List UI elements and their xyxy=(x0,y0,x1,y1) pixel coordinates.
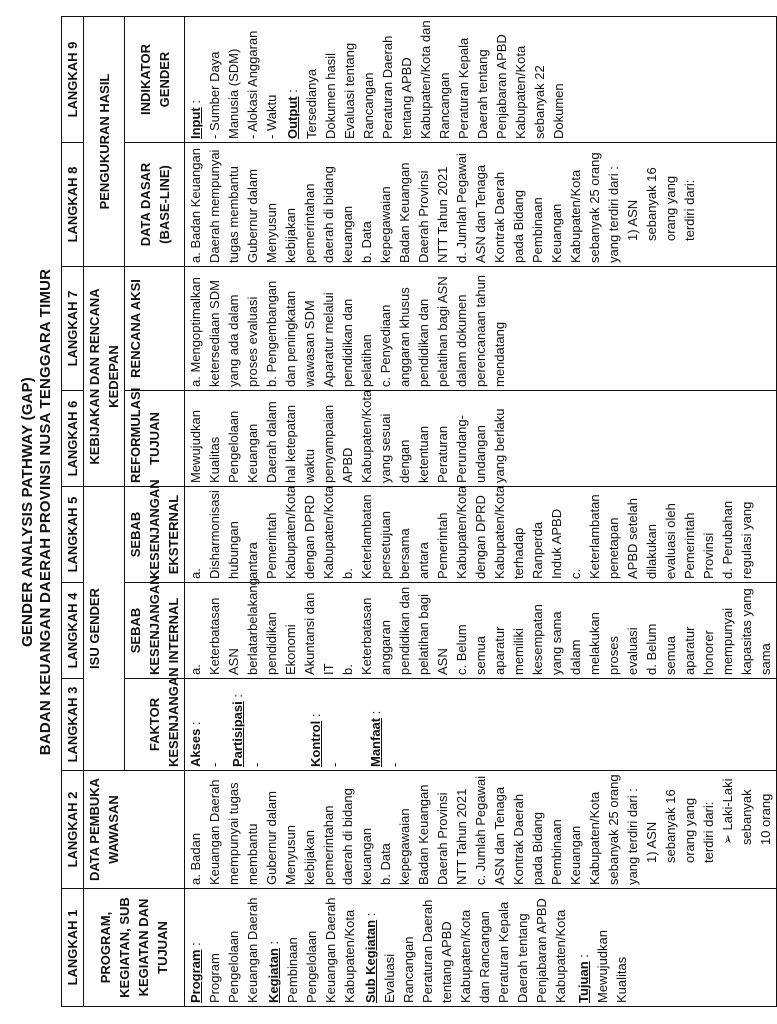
step-6: LANGKAH 6 xyxy=(62,391,84,487)
sub-kegiatan-label: Sub Kegiatan xyxy=(363,919,378,1003)
step-7: LANGKAH 7 xyxy=(62,267,84,391)
data-pembuka-c: c. Jumlah Pegawai ASN dan Tenaga Kontrak Daerah pada Bidang Pembinaan Keuangan Kabupaten/Kota sebanyak 25 orang yang terdiri dari : xyxy=(473,774,640,885)
output-text: Tersedianya Dokumen hasil Evaluasi tentang Rancangan Peraturan Daerah tentang APBD Kabupaten/Kota dan Rancangan Peraturan Kepala Daerah tentang Penjabaran APBD Kabupaten/Kota sebanyak 22 Dokumen xyxy=(304,20,566,139)
header-data-pembuka: DATA PEMBUKA WAWASAN xyxy=(84,771,185,889)
data-pembuka-c1: 1) ASN sebanyak 16 orang yang terdiri dari: xyxy=(644,789,716,863)
steps-row xyxy=(62,17,84,1007)
rotated-document xyxy=(19,12,773,1012)
header-indikator: INDIKATOR GENDER xyxy=(125,17,185,143)
kontrol-label: Kontrol xyxy=(308,720,323,767)
cell-indikator: Input : - Sumber Daya Manusia (SDM) - Alokasi Anggaran - Waktu Output : Tersedianya Dokumen hasil Evaluasi tentang Rancangan Peraturan Daerah tentang APBD Kabupaten/Kota dan Rancangan Peraturan Kepala Daerah tentang Penjabaran APBD Kabupaten/Kota sebanyak 22 Dokumen xyxy=(185,17,777,143)
program-text: Program Pengelolaan Keuangan Daerah xyxy=(207,897,260,1003)
cell-reformulasi xyxy=(185,391,777,487)
cell-rencana-aksi xyxy=(185,267,777,391)
rencana-b: b. Pengembangan dan peningkatan wawasan SDM Aparatur melalui pendidikan dan pelatihan xyxy=(264,280,374,387)
manfaat-value: - xyxy=(387,762,402,767)
internal-d: d. Belum semua aparatur honorer mempunyai kapasitas yang sama xyxy=(644,588,773,675)
rencana-c: c. Penyediaan anggaran khusus pendidikan dan pelatihan bagi ASN dalam dokumen perencanaan tahun mendatang xyxy=(378,274,507,387)
reformulasi-text: Mewujudkan Kualitas Pengelolaan Keuangan Daerah dalam hal ketepatan waktu penyampaian APBD Kabupaten/Kota yang sesuai dengan ketentuan Peraturan Perundang-undangan yang berlaku xyxy=(188,389,507,483)
eksternal-a: a. Disharmonisasi hubungan antara Pemerintah Kabupaten/Kota dengan DPRD Kabupaten/Kota xyxy=(188,485,336,579)
internal-b: b. Keterbatasan anggaran pendidikan dan pelatihan bagi ASN xyxy=(340,586,450,675)
kegiatan-text: Pembinaan Pengelolaan Keuangan Daerah Kabupaten/Kota xyxy=(285,897,357,1003)
step-1: LANGKAH 1 xyxy=(62,889,84,1007)
gap-table xyxy=(61,16,777,1007)
data-pembuka-c1a: ➢ Laki-Laki sebanyak 10 orang xyxy=(720,778,773,845)
cell-data-pembuka xyxy=(185,771,777,889)
header-sebab-internal: SEBAB KESENJANGAN INTERNAL xyxy=(125,583,185,679)
internal-a: a. Keterbatasan ASN berlatarbelakang pendidikan Ekonomi Akuntansi dan IT xyxy=(188,578,336,675)
step-5: LANGKAH 5 xyxy=(62,487,84,583)
eksternal-b: b. Keterlambatan persetujuan bersama antara Pemerintah Kabupaten/Kota dengan DPRD Kabupaten/Kota terhadap Ranperda Induk APBD xyxy=(340,485,564,579)
step-3: LANGKAH 3 xyxy=(62,679,84,771)
header-data-dasar: DATA DASAR (BASE-LINE) xyxy=(125,143,185,267)
internal-c: c. Belum semua aparatur memiliki kesempatan yang sama dalam melakukan proses evaluasi xyxy=(454,604,640,675)
input-label: Input xyxy=(188,107,203,139)
baseline-b: b. Data kepegawaian Badan Keuangan Daerah Provinsi NTT Tahun 2021 xyxy=(359,162,450,263)
content-row xyxy=(185,17,777,1007)
eksternal-d: d. Perubahan regulasi yang xyxy=(720,500,754,579)
header-sebab-eksternal: SEBAB KESENJANGAN EKSTERNAL xyxy=(125,487,185,583)
cell-program: Program : Program Pengelolaan Keuangan Daerah Kegiatan : Pembinaan Pengelolaan Keuangan Daerah Kabupaten/Kota Sub Kegiatan : Evaluasi Rancangan Peraturan Daerah tentang APBD Kabupaten/Kota dan Rancangan Peraturan Kepala Daerah tentang Penjabaran APBD Kabupaten/Kota Tujuan : Mewujudkan Kualitas xyxy=(185,889,777,1007)
kegiatan-label: Kegiatan xyxy=(266,948,281,1003)
rencana-a: a. Mengoptimalkan ketersediaan SDM yang ada dalam proses evaluasi xyxy=(188,277,260,387)
step-9: LANGKAH 9 xyxy=(62,17,84,143)
input-item-3: - Waktu xyxy=(264,94,279,139)
tujuan-text: Mewujudkan Kualitas xyxy=(595,930,629,1003)
input-item-2: - Alokasi Anggaran xyxy=(245,30,260,139)
header-reformulasi: REFORMULASI TUJUAN xyxy=(125,391,185,487)
cell-faktor: Akses : - Partisipasi : - Kontrol : - Manfaat : - xyxy=(185,679,777,771)
data-pembuka-a: a. Badan Keuangan Daerah mempunyai tugas membantu Gubernur dalam Menyusun kebijakan pemerintahan daerah di bidang keuangan xyxy=(188,779,374,885)
akses-label: Akses xyxy=(188,728,203,767)
title-line-1: GENDER ANALYSIS PATHWAY (GAP) xyxy=(19,377,36,648)
header-faktor: FAKTOR KESENJANGAN xyxy=(125,679,185,771)
header-program: PROGRAM, KEGIATAN, SUB KEGIATAN DAN TUJUAN xyxy=(84,889,185,1007)
header-isu-gender: ISU GENDER xyxy=(84,487,125,771)
baseline-a: a. Badan Keuangan Daerah mempunyai tugas membantu Gubernur dalam Menyusun kebijakan pemerintahan daerah di bidang keuangan xyxy=(188,148,355,263)
step-4: LANGKAH 4 xyxy=(62,583,84,679)
partisipasi-label: Partisipasi xyxy=(230,701,245,767)
kontrol-value: - xyxy=(327,762,342,767)
cell-data-dasar xyxy=(185,143,777,267)
sub-kegiatan-text: Evaluasi Rancangan Peraturan Daerah tentang APBD Kabupaten/Kota dan Rancangan Peraturan Kepala Daerah tentang Penjabaran APBD Kabupaten/Kota xyxy=(382,898,568,1003)
header-rencana-aksi: RENCANA AKSI xyxy=(125,267,185,391)
eksternal-c: c. Keterlambatan penetapan APBD setelah dilakukan evaluasi oleh Pemerintah Provinsi xyxy=(568,494,716,579)
input-item-1: - Sumber Daya Manusia (SDM) xyxy=(207,48,241,139)
manfaat-label: Manfaat xyxy=(368,717,383,767)
data-pembuka-b: b. Data kepegawaian Badan Keuangan Daerah Provinsi NTT Tahun 2021 xyxy=(378,784,469,885)
program-label: Program xyxy=(188,949,203,1003)
document-title xyxy=(19,12,55,1012)
step-8: LANGKAH 8 xyxy=(62,143,84,267)
tujuan-label: Tujuan xyxy=(576,961,591,1003)
cell-sebab-internal xyxy=(185,578,777,679)
header-kebijakan: KEBIJAKAN DAN RENCANA KEDEPAN xyxy=(84,267,125,487)
baseline-d1: 1) ASN sebanyak 16 orang yang terdiri dari: xyxy=(625,167,697,241)
cell-sebab-eksternal xyxy=(185,487,777,583)
header-pengukuran: PENGUKURAN HASIL xyxy=(84,17,125,267)
output-label: Output xyxy=(285,96,300,139)
step-2: LANGKAH 2 xyxy=(62,771,84,889)
akses-value: - xyxy=(207,762,222,767)
title-line-2: BADAN KEUANGAN DAERAH PROVINSI NUSA TENGGARA TIMUR xyxy=(37,268,54,756)
baseline-d: d. Jumlah Pegawai ASN dan Tenaga Kontrak Daerah pada Bidang Pembinaan Keuangan Kabupaten/Kota sebanyak 25 orang yang terdiri dari : xyxy=(454,152,621,263)
group-header-row xyxy=(84,17,125,1007)
partisipasi-value: - xyxy=(249,762,264,767)
